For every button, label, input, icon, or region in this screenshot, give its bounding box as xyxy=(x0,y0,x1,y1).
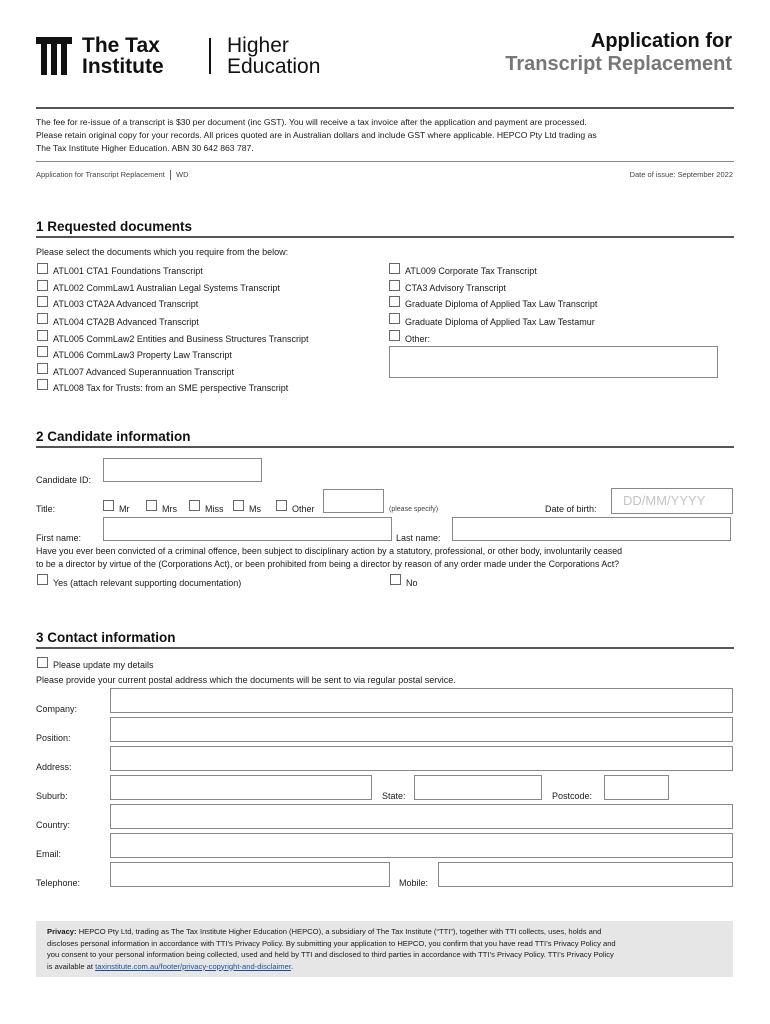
email-field[interactable] xyxy=(110,833,733,858)
intro-line-1: The fee for re-issue of a transcript is $30 per document (inc GST). You will receive a tax invoice after the application and payment are processed. xyxy=(36,117,587,127)
intro-line-3: The Tax Institute Higher Education. ABN 30 642 863 787. xyxy=(36,143,254,153)
doc-label-atl003: ATL003 CTA2A Advanced Transcript xyxy=(53,299,199,309)
postcode-label: Postcode: xyxy=(552,791,593,801)
title-miss-label: Miss xyxy=(205,504,224,514)
country-label: Country: xyxy=(36,820,71,830)
title-checkbox-mrs[interactable] xyxy=(146,500,157,511)
company-field[interactable] xyxy=(110,688,733,713)
conviction-yes-label: Yes (attach relevant supporting documentation) xyxy=(53,578,242,588)
section-3-title: 3 Contact information xyxy=(36,630,176,645)
update-details-label: Please update my details xyxy=(53,660,154,670)
doc-checkbox-gdatl-testamur[interactable] xyxy=(389,313,400,324)
privacy-label: Privacy: xyxy=(47,927,77,936)
privacy-line-4 xyxy=(47,962,293,971)
logo-text-3: Higher xyxy=(227,34,289,57)
privacy-line-4-prefix: is available at xyxy=(47,961,96,971)
postcode-field[interactable] xyxy=(604,775,669,800)
issue-date: Date of issue: September 2022 xyxy=(629,170,733,179)
privacy-line-4-suffix: . xyxy=(290,961,294,971)
logo-text-4: Education xyxy=(227,55,321,78)
title-mr-label: Mr xyxy=(119,504,130,514)
logo-mark-icon xyxy=(36,37,72,75)
doc-checkbox-atl001[interactable] xyxy=(37,263,48,274)
doc-checkbox-cta3[interactable] xyxy=(389,280,400,291)
address-field[interactable] xyxy=(110,746,733,771)
doc-checkbox-atl006[interactable] xyxy=(37,346,48,357)
form-meta-separator xyxy=(170,170,171,180)
mobile-label: Mobile: xyxy=(399,878,429,888)
title-checkbox-ms[interactable] xyxy=(233,500,244,511)
address-label: Address: xyxy=(36,762,72,772)
suburb-field[interactable] xyxy=(110,775,372,800)
privacy-line-1-text: HEPCO Pty Ltd, trading as The Tax Institute Higher Education (HEPCO), a subsidiary of The Tax Institute (“TTI”), together with TTI collects, uses, holds and xyxy=(78,927,602,936)
doc-label-atl009: ATL009 Corporate Tax Transcript xyxy=(405,266,537,276)
doc-checkbox-atl002[interactable] xyxy=(37,280,48,291)
please-specify-label: (please specify) xyxy=(389,506,439,513)
suburb-label: Suburb: xyxy=(36,791,68,801)
logo-text-2: Institute xyxy=(82,55,164,78)
privacy-line-3: you consent to your personal information being collected, used and held by TTI and disclosed to third parties in accordance with TTI’s Privacy Policy. TTI’s Privacy Policy xyxy=(47,950,614,959)
candidate-id-field[interactable] xyxy=(103,458,262,482)
privacy-policy-link[interactable]: taxinstitute.com.au/footer/privacy-copyright-and-disclaimer xyxy=(95,961,291,971)
logo xyxy=(36,36,336,78)
title-checkbox-other[interactable] xyxy=(276,500,287,511)
doc-label-atl004: ATL004 CTA2B Advanced Transcript xyxy=(53,317,199,327)
doc-label-atl001: ATL001 CTA1 Foundations Transcript xyxy=(53,266,203,276)
last-name-label: Last name: xyxy=(396,533,441,543)
privacy-box xyxy=(36,921,733,977)
form-code: WD xyxy=(176,170,189,179)
doc-label-atl006: ATL006 CommLaw3 Property Law Transcript xyxy=(53,350,232,360)
first-name-field[interactable] xyxy=(103,517,392,541)
title-mrs-label: Mrs xyxy=(162,504,177,514)
company-label: Company: xyxy=(36,704,78,714)
state-label: State: xyxy=(382,791,406,801)
doc-label-other: Other: xyxy=(405,334,431,344)
doc-checkbox-atl009[interactable] xyxy=(389,263,400,274)
title-checkbox-miss[interactable] xyxy=(189,500,200,511)
doc-label-atl007: ATL007 Advanced Superannuation Transcript xyxy=(53,367,234,377)
section-1-instruction: Please select the documents which you require from the below: xyxy=(36,247,289,257)
other-document-field[interactable] xyxy=(389,346,718,378)
candidate-id-label: Candidate ID: xyxy=(36,475,92,485)
section-3-divider xyxy=(36,647,734,649)
doc-label-atl002: ATL002 CommLaw1 Australian Legal Systems Transcript xyxy=(53,283,280,293)
intro-line-2: Please retain original copy for your records. All prices quoted are in Australian dollars and include GST where applicable. HEPCO Pty Ltd trading as xyxy=(36,130,597,140)
page-subtitle: Transcript Replacement xyxy=(505,53,732,75)
doc-checkbox-atl003[interactable] xyxy=(37,296,48,307)
conviction-yes-checkbox[interactable] xyxy=(37,574,48,585)
section-3-instruction: Please provide your current postal address which the documents will be sent to via regular postal service. xyxy=(36,675,456,685)
logo-text-1: The Tax xyxy=(82,34,160,57)
title-ms-label: Ms xyxy=(249,504,261,514)
update-details-checkbox[interactable] xyxy=(37,657,48,668)
conviction-no-checkbox[interactable] xyxy=(390,574,401,585)
doc-label-cta3: CTA3 Advisory Transcript xyxy=(405,283,506,293)
first-name-label: First name: xyxy=(36,533,82,543)
logo-divider xyxy=(209,38,211,74)
privacy-line-2: discloses personal information in accordance with TTI’s Privacy Policy. By submitting your application to HEPCO, you confirm that you have read TTI’s Privacy Policy and xyxy=(47,938,616,948)
conviction-no-label: No xyxy=(406,578,418,588)
country-field[interactable] xyxy=(110,804,733,829)
doc-label-gdatl-testamur: Graduate Diploma of Applied Tax Law Testamur xyxy=(405,317,595,327)
conviction-question-line-1: Have you ever been convicted of a criminal offence, been subject to disciplinary action by a statutory, professional, or other body, involuntarily ceased xyxy=(36,546,623,556)
title-checkbox-mr[interactable] xyxy=(103,500,114,511)
telephone-field[interactable] xyxy=(110,862,390,887)
privacy-line-1 xyxy=(47,927,601,936)
section-2-title: 2 Candidate information xyxy=(36,429,191,444)
doc-label-atl008: ATL008 Tax for Trusts: from an SME perspective Transcript xyxy=(53,383,289,393)
header-divider xyxy=(36,107,734,109)
title-other-field[interactable] xyxy=(323,489,384,513)
title-other-label: Other xyxy=(292,504,315,514)
dob-placeholder: DD/MM/YYYY xyxy=(623,493,706,508)
doc-checkbox-atl004[interactable] xyxy=(37,313,48,324)
position-label: Position: xyxy=(36,733,71,743)
doc-label-gdatl-transcript: Graduate Diploma of Applied Tax Law Transcript xyxy=(405,299,598,309)
section-1-divider xyxy=(36,236,734,238)
doc-checkbox-gdatl-transcript[interactable] xyxy=(389,296,400,307)
section-1-title: 1 Requested documents xyxy=(36,219,193,234)
conviction-question-line-2: to be a director by virtue of the (Corporations Act), or been prohibited from being a director by reason of any order made under the Corporations Act? xyxy=(36,559,620,569)
page-title: Application for xyxy=(590,30,732,52)
last-name-field[interactable] xyxy=(452,517,731,541)
section-2-divider xyxy=(36,446,734,448)
doc-checkbox-atl008[interactable] xyxy=(37,379,48,390)
dob-field[interactable] xyxy=(611,488,733,514)
intro-divider xyxy=(36,161,734,162)
state-field[interactable] xyxy=(414,775,542,800)
position-field[interactable] xyxy=(110,717,733,742)
doc-checkbox-atl007[interactable] xyxy=(37,363,48,374)
telephone-label: Telephone: xyxy=(36,878,81,888)
dob-label: Date of birth: xyxy=(545,504,597,514)
form-name-text: Application for Transcript Replacement xyxy=(36,170,165,179)
doc-checkbox-other[interactable] xyxy=(389,330,400,341)
doc-checkbox-atl005[interactable] xyxy=(37,330,48,341)
title-label: Title: xyxy=(36,504,56,514)
email-label: Email: xyxy=(36,849,62,859)
mobile-field[interactable] xyxy=(438,862,733,887)
doc-label-atl005: ATL005 CommLaw2 Entities and Business Structures Transcript xyxy=(53,334,309,344)
form-name xyxy=(36,170,189,180)
